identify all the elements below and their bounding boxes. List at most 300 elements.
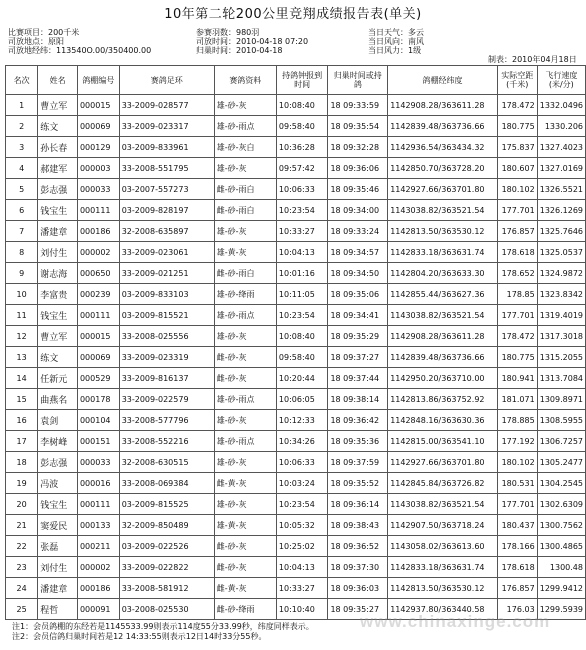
- table-cell: 雄-砂-灰: [214, 410, 276, 431]
- table-cell: 1317.3018: [537, 326, 585, 347]
- table-cell: 000002: [77, 557, 119, 578]
- table-cell: 10:11:05: [276, 284, 328, 305]
- table-cell: 000529: [77, 368, 119, 389]
- table-cell: 18 09:36:06: [328, 158, 388, 179]
- table-cell: 1324.9872: [537, 263, 585, 284]
- table-cell: 雌-黄-灰: [214, 473, 276, 494]
- table-cell: 10:12:33: [276, 410, 328, 431]
- table-cell: 18 09:36:52: [328, 536, 388, 557]
- table-cell: 10:25:02: [276, 536, 328, 557]
- table-cell: 33-2008-577796: [119, 410, 214, 431]
- table-cell: 18 09:34:50: [328, 263, 388, 284]
- table-cell: 33-2009-023317: [119, 116, 214, 137]
- table-cell: 雄-砂-灰: [214, 221, 276, 242]
- table-cell: 32-2008-630515: [119, 452, 214, 473]
- table-cell: 刘付生: [38, 557, 78, 578]
- table-cell: 1142848.16/363630.36: [388, 410, 498, 431]
- table-cell: 1142908.28/363611.28: [388, 326, 498, 347]
- table-cell: 1299.5939: [537, 599, 585, 620]
- table-cell: 任新元: [38, 368, 78, 389]
- table-cell: 1308.5955: [537, 410, 585, 431]
- table-cell: 1330.206: [537, 116, 585, 137]
- table-cell: 03-2009-815521: [119, 305, 214, 326]
- table-row: [6, 284, 586, 305]
- table-cell: 1142927.66/363701.80: [388, 452, 498, 473]
- table-cell: 10:08:40: [276, 326, 328, 347]
- table-cell: 09:57:42: [276, 158, 328, 179]
- table-cell: 10:23:54: [276, 494, 328, 515]
- table-row: [6, 263, 586, 284]
- table-cell: 10:36:28: [276, 137, 328, 158]
- table-cell: 178.885: [497, 410, 537, 431]
- table-cell: 1142839.48/363736.66: [388, 116, 498, 137]
- table-cell: 1142855.44/363627.36: [388, 284, 498, 305]
- table-cell: 178.166: [497, 536, 537, 557]
- table-cell: 000111: [77, 494, 119, 515]
- table-cell: 18 09:37:30: [328, 557, 388, 578]
- table-cell: 10:23:54: [276, 200, 328, 221]
- release-time: 司放时间：2010-04-18 07:20: [196, 37, 309, 46]
- table-cell: 180.941: [497, 368, 537, 389]
- column-header: 飞行速度(米/分): [537, 66, 585, 95]
- table-cell: 1143038.82/363521.54: [388, 305, 498, 326]
- table-row: [6, 473, 586, 494]
- table-cell: 10:06:05: [276, 389, 328, 410]
- table-row: [6, 494, 586, 515]
- table-cell: 177.192: [497, 431, 537, 452]
- table-cell: 33-2008-025556: [119, 326, 214, 347]
- table-cell: 177.701: [497, 200, 537, 221]
- table-cell: 178.472: [497, 326, 537, 347]
- table-cell: 18 09:35:29: [328, 326, 388, 347]
- notes: [12, 622, 314, 642]
- table-cell: 5: [6, 179, 38, 200]
- table-cell: 1142813.50/363530.12: [388, 578, 498, 599]
- table-cell: 000069: [77, 116, 119, 137]
- table-cell: 雄-砂-雨点: [214, 305, 276, 326]
- table-cell: 10:33:27: [276, 578, 328, 599]
- table-cell: 雄-砂-雨点: [214, 389, 276, 410]
- table-cell: 1300.48: [537, 557, 585, 578]
- table-cell: 雄-砂-灰白: [214, 137, 276, 158]
- table-cell: 000211: [77, 536, 119, 557]
- table-cell: 曹立军: [38, 326, 78, 347]
- table-cell: 18 09:36:42: [328, 410, 388, 431]
- table-cell: 18 09:37:27: [328, 347, 388, 368]
- wind-direction: 当日风向：南风: [368, 37, 424, 46]
- table-cell: 18 09:33:59: [328, 95, 388, 116]
- table-cell: 18 09:38:43: [328, 515, 388, 536]
- table-cell: 1142937.80/363440.58: [388, 599, 498, 620]
- table-cell: 000033: [77, 179, 119, 200]
- table-cell: 1143058.02/363613.60: [388, 536, 498, 557]
- table-cell: 33-2008-581912: [119, 578, 214, 599]
- table-cell: 22: [6, 536, 38, 557]
- table-cell: 袁剑: [38, 410, 78, 431]
- table-cell: 000111: [77, 200, 119, 221]
- table-cell: 17: [6, 431, 38, 452]
- table-cell: 1142815.00/363541.10: [388, 431, 498, 452]
- table-row: [6, 95, 586, 116]
- race-item: 比赛项目：200千米: [8, 28, 80, 37]
- table-cell: 03-2007-557273: [119, 179, 214, 200]
- table-cell: 10:23:54: [276, 305, 328, 326]
- table-cell: 180.775: [497, 347, 537, 368]
- column-header: 持鸽钟报到时间: [276, 66, 328, 95]
- table-row: [6, 389, 586, 410]
- table-cell: 000069: [77, 347, 119, 368]
- table-cell: 窦爱民: [38, 515, 78, 536]
- table-cell: 1325.0537: [537, 242, 585, 263]
- table-cell: 180.102: [497, 179, 537, 200]
- table-row: [6, 410, 586, 431]
- table-cell: 10:06:33: [276, 452, 328, 473]
- table-cell: 18 09:35:54: [328, 116, 388, 137]
- table-cell: 1142936.54/363434.32: [388, 137, 498, 158]
- table-cell: 雄-黄-灰: [214, 515, 276, 536]
- table-cell: 18 09:38:14: [328, 389, 388, 410]
- table-cell: 冯波: [38, 473, 78, 494]
- table-cell: 雄-砂-灰: [214, 158, 276, 179]
- table-cell: 1142907.50/363718.24: [388, 515, 498, 536]
- table-cell: 1143038.82/363521.54: [388, 494, 498, 515]
- table-cell: 000111: [77, 305, 119, 326]
- table-cell: 178.618: [497, 242, 537, 263]
- table-cell: 10:33:27: [276, 221, 328, 242]
- race-info-col-2: [196, 28, 308, 55]
- table-cell: 7: [6, 221, 38, 242]
- table-cell: 10:08:40: [276, 95, 328, 116]
- column-header: 名次: [6, 66, 38, 95]
- race-info-col-3: [368, 28, 424, 55]
- table-row: [6, 452, 586, 473]
- table-cell: 09:58:40: [276, 347, 328, 368]
- table-cell: 000015: [77, 326, 119, 347]
- table-cell: 9: [6, 263, 38, 284]
- table-cell: 雌-砂-雨白: [214, 179, 276, 200]
- table-body: [6, 95, 586, 620]
- table-cell: 11: [6, 305, 38, 326]
- table-cell: 10:04:13: [276, 242, 328, 263]
- column-header: 赛鸽资料: [214, 66, 276, 95]
- table-cell: 177.701: [497, 305, 537, 326]
- table-cell: 000133: [77, 515, 119, 536]
- table-cell: 1142813.50/363530.12: [388, 221, 498, 242]
- table-cell: 10:05:32: [276, 515, 328, 536]
- table-cell: 175.837: [497, 137, 537, 158]
- table-cell: 18 09:35:52: [328, 473, 388, 494]
- table-cell: 1313.7084: [537, 368, 585, 389]
- table-cell: 18 09:35:46: [328, 179, 388, 200]
- table-cell: 1302.6309: [537, 494, 585, 515]
- table-cell: 18 09:35:27: [328, 599, 388, 620]
- table-cell: 1327.0169: [537, 158, 585, 179]
- table-cell: 180.102: [497, 452, 537, 473]
- table-row: [6, 116, 586, 137]
- table-cell: 彭志强: [38, 179, 78, 200]
- table-cell: 33-2009-028577: [119, 95, 214, 116]
- table-cell: 23: [6, 557, 38, 578]
- return-time: 归巢时间：2010-04-18: [196, 46, 283, 55]
- table-cell: 03-2009-828197: [119, 200, 214, 221]
- table-cell: 李富贵: [38, 284, 78, 305]
- table-cell: 000186: [77, 578, 119, 599]
- table-cell: 180.531: [497, 473, 537, 494]
- table-row: [6, 557, 586, 578]
- table-cell: 谢志海: [38, 263, 78, 284]
- table-cell: 雄-砂-绛雨: [214, 284, 276, 305]
- table-cell: 000104: [77, 410, 119, 431]
- table-cell: 1306.7257: [537, 431, 585, 452]
- table-cell: 1325.7646: [537, 221, 585, 242]
- table-cell: 19: [6, 473, 38, 494]
- table-cell: 李树峰: [38, 431, 78, 452]
- table-row: [6, 431, 586, 452]
- table-row: [6, 242, 586, 263]
- column-header: 鸽棚编号: [77, 66, 119, 95]
- table-row: [6, 200, 586, 221]
- table-row: [6, 368, 586, 389]
- table-cell: 1304.2545: [537, 473, 585, 494]
- table-cell: 1327.4023: [537, 137, 585, 158]
- table-cell: 1142845.84/363726.82: [388, 473, 498, 494]
- table-cell: 178.85: [497, 284, 537, 305]
- table-cell: 雄-砂-灰: [214, 95, 276, 116]
- weather: 当日天气：多云: [368, 28, 424, 37]
- table-cell: 1305.2477: [537, 452, 585, 473]
- table-cell: 3: [6, 137, 38, 158]
- table-cell: 13: [6, 347, 38, 368]
- results-table: [5, 65, 586, 620]
- table-cell: 000239: [77, 284, 119, 305]
- table-cell: 10:04:13: [276, 557, 328, 578]
- table-cell: 曲燕名: [38, 389, 78, 410]
- table-cell: 10: [6, 284, 38, 305]
- table-cell: 09:58:40: [276, 116, 328, 137]
- table-cell: 雌-砂-灰: [214, 347, 276, 368]
- table-row: [6, 221, 586, 242]
- table-cell: 18: [6, 452, 38, 473]
- table-cell: 177.701: [497, 494, 537, 515]
- table-cell: 1300.4865: [537, 536, 585, 557]
- column-header: 鸽棚经纬度: [388, 66, 498, 95]
- race-info-col-1: [8, 28, 151, 55]
- table-cell: 178.652: [497, 263, 537, 284]
- table-cell: 钱宝生: [38, 494, 78, 515]
- table-cell: 18 09:37:44: [328, 368, 388, 389]
- table-cell: 练文: [38, 347, 78, 368]
- table-cell: 1142804.20/363633.30: [388, 263, 498, 284]
- table-cell: 1315.2055: [537, 347, 585, 368]
- table-cell: 潘建章: [38, 578, 78, 599]
- table-cell: 18 09:32:28: [328, 137, 388, 158]
- table-cell: 000650: [77, 263, 119, 284]
- table-cell: 000016: [77, 473, 119, 494]
- table-cell: 雄-砂-灰: [214, 494, 276, 515]
- table-cell: 1142833.18/363631.74: [388, 557, 498, 578]
- table-cell: 雄-黄-灰: [214, 242, 276, 263]
- table-cell: 000033: [77, 452, 119, 473]
- table-cell: 000129: [77, 137, 119, 158]
- table-cell: 1332.0496: [537, 95, 585, 116]
- made-date: 制表：2010年04月18日: [488, 55, 577, 64]
- table-cell: 176.03: [497, 599, 537, 620]
- table-cell: 1299.9412: [537, 578, 585, 599]
- table-cell: 刘付生: [38, 242, 78, 263]
- table-cell: 12: [6, 326, 38, 347]
- table-cell: 18 09:34:41: [328, 305, 388, 326]
- table-cell: 16: [6, 410, 38, 431]
- table-cell: 33-2008-069384: [119, 473, 214, 494]
- table-row: [6, 578, 586, 599]
- table-cell: 18 09:33:24: [328, 221, 388, 242]
- table-row: [6, 137, 586, 158]
- table-cell: 176.857: [497, 221, 537, 242]
- table-cell: 钱宝生: [38, 305, 78, 326]
- table-row: [6, 158, 586, 179]
- table-cell: 8: [6, 242, 38, 263]
- table-cell: 20: [6, 494, 38, 515]
- table-row: [6, 326, 586, 347]
- table-cell: 18 09:35:06: [328, 284, 388, 305]
- table-cell: 33-2008-551795: [119, 158, 214, 179]
- table-cell: 程哲: [38, 599, 78, 620]
- table-row: [6, 515, 586, 536]
- table-cell: 14: [6, 368, 38, 389]
- table-cell: 雄-砂-雨点: [214, 431, 276, 452]
- table-cell: 曹立军: [38, 95, 78, 116]
- table-cell: 孙长春: [38, 137, 78, 158]
- table-cell: 33-2009-022822: [119, 557, 214, 578]
- note-2: 注2：会员信鸽归巢时间若是12 14:33:55则表示12日14时33分55秒。: [12, 632, 267, 641]
- table-cell: 000015: [77, 95, 119, 116]
- table-cell: 1142950.20/363710.00: [388, 368, 498, 389]
- table-cell: 1142813.86/363752.92: [388, 389, 498, 410]
- table-cell: 176.857: [497, 578, 537, 599]
- table-cell: 33-2009-023319: [119, 347, 214, 368]
- table-cell: 33-2009-816137: [119, 368, 214, 389]
- table-cell: 雌-砂-雨白: [214, 263, 276, 284]
- table-cell: 10:34:26: [276, 431, 328, 452]
- table-cell: 雌-砂-灰: [214, 536, 276, 557]
- table-cell: 1: [6, 95, 38, 116]
- table-cell: 000186: [77, 221, 119, 242]
- table-cell: 18 09:36:14: [328, 494, 388, 515]
- table-cell: 000151: [77, 431, 119, 452]
- table-cell: 03-2009-022526: [119, 536, 214, 557]
- table-cell: 1142833.18/363631.74: [388, 242, 498, 263]
- table-cell: 1323.8342: [537, 284, 585, 305]
- column-header: 归巢时间或持鸽: [328, 66, 388, 95]
- watermark: www.chinaxinge.com: [360, 612, 551, 631]
- table-cell: 18 09:34:00: [328, 200, 388, 221]
- table-cell: 1142850.70/363728.20: [388, 158, 498, 179]
- table-cell: 18 09:34:57: [328, 242, 388, 263]
- table-cell: 张磊: [38, 536, 78, 557]
- release-place: 司放地点：原阳: [8, 37, 64, 46]
- table-cell: 178.472: [497, 95, 537, 116]
- release-coords: 司放地经纬：113540O.00/350400.00: [8, 46, 152, 55]
- table-cell: 钱宝生: [38, 200, 78, 221]
- table-cell: 15: [6, 389, 38, 410]
- table-cell: 练文: [38, 116, 78, 137]
- table-cell: 雌-黄-灰: [214, 578, 276, 599]
- table-row: [6, 179, 586, 200]
- table-cell: 000178: [77, 389, 119, 410]
- table-cell: 03-2009-815525: [119, 494, 214, 515]
- table-row: [6, 536, 586, 557]
- table-cell: 03-2009-833103: [119, 284, 214, 305]
- table-row: [6, 347, 586, 368]
- table-cell: 03-2008-025530: [119, 599, 214, 620]
- entries: 参赛羽数：980羽: [196, 28, 260, 37]
- race-info: [8, 28, 578, 64]
- table-cell: 21: [6, 515, 38, 536]
- table-cell: 雄-砂-雨点: [214, 116, 276, 137]
- table-cell: 1143038.82/363521.54: [388, 200, 498, 221]
- table-cell: 10:06:33: [276, 179, 328, 200]
- column-header: 实际空距(千米): [497, 66, 537, 95]
- wind-force: 当日风力：1级: [368, 46, 422, 55]
- table-cell: 1309.8971: [537, 389, 585, 410]
- table-cell: 1142927.66/363701.80: [388, 179, 498, 200]
- table-cell: 彭志强: [38, 452, 78, 473]
- table-cell: 雌-砂-灰: [214, 368, 276, 389]
- table-cell: 雄-砂-灰: [214, 452, 276, 473]
- table-cell: 32-2009-850489: [119, 515, 214, 536]
- note-1: 注1：会员鸽棚的东经若是1145533.99则表示114度55分33.99秒，纬度同样表示。: [12, 622, 314, 631]
- table-cell: 潘建章: [38, 221, 78, 242]
- table-cell: 33-2009-021251: [119, 263, 214, 284]
- table-cell: 10:20:44: [276, 368, 328, 389]
- table-cell: 雌-砂-灰: [214, 557, 276, 578]
- table-cell: 180.607: [497, 158, 537, 179]
- table-cell: 6: [6, 200, 38, 221]
- table-cell: 郝建军: [38, 158, 78, 179]
- table-cell: 25: [6, 599, 38, 620]
- table-cell: 1326.5521: [537, 179, 585, 200]
- table-cell: 181.071: [497, 389, 537, 410]
- table-cell: 000002: [77, 242, 119, 263]
- table-cell: 33-2009-023061: [119, 242, 214, 263]
- table-cell: 2: [6, 116, 38, 137]
- table-cell: 24: [6, 578, 38, 599]
- table-cell: 18 09:35:36: [328, 431, 388, 452]
- table-cell: 1326.1269: [537, 200, 585, 221]
- table-cell: 32-2008-635897: [119, 221, 214, 242]
- table-cell: 4: [6, 158, 38, 179]
- table-cell: 1142908.28/363611.28: [388, 95, 498, 116]
- table-cell: 雌-砂-绛雨: [214, 599, 276, 620]
- table-cell: 18 09:37:59: [328, 452, 388, 473]
- table-cell: 雌-砂-雨白: [214, 200, 276, 221]
- table-cell: 10:10:40: [276, 599, 328, 620]
- table-cell: 1319.4019: [537, 305, 585, 326]
- report-title: 10年第二轮200公里竞翔成绩报告表(单关): [164, 7, 422, 22]
- table-cell: 雄-砂-灰: [214, 326, 276, 347]
- table-cell: 178.618: [497, 557, 537, 578]
- table-cell: 000091: [77, 599, 119, 620]
- column-header: 赛鸽足环: [119, 66, 214, 95]
- table-header-row: [6, 66, 586, 95]
- table-cell: 33-2009-022579: [119, 389, 214, 410]
- table-cell: 33-2008-552216: [119, 431, 214, 452]
- column-header: 姓名: [38, 66, 78, 95]
- table-cell: 03-2009-833961: [119, 137, 214, 158]
- table-cell: 18 09:36:03: [328, 578, 388, 599]
- table-cell: 180.775: [497, 116, 537, 137]
- table-cell: 10:03:24: [276, 473, 328, 494]
